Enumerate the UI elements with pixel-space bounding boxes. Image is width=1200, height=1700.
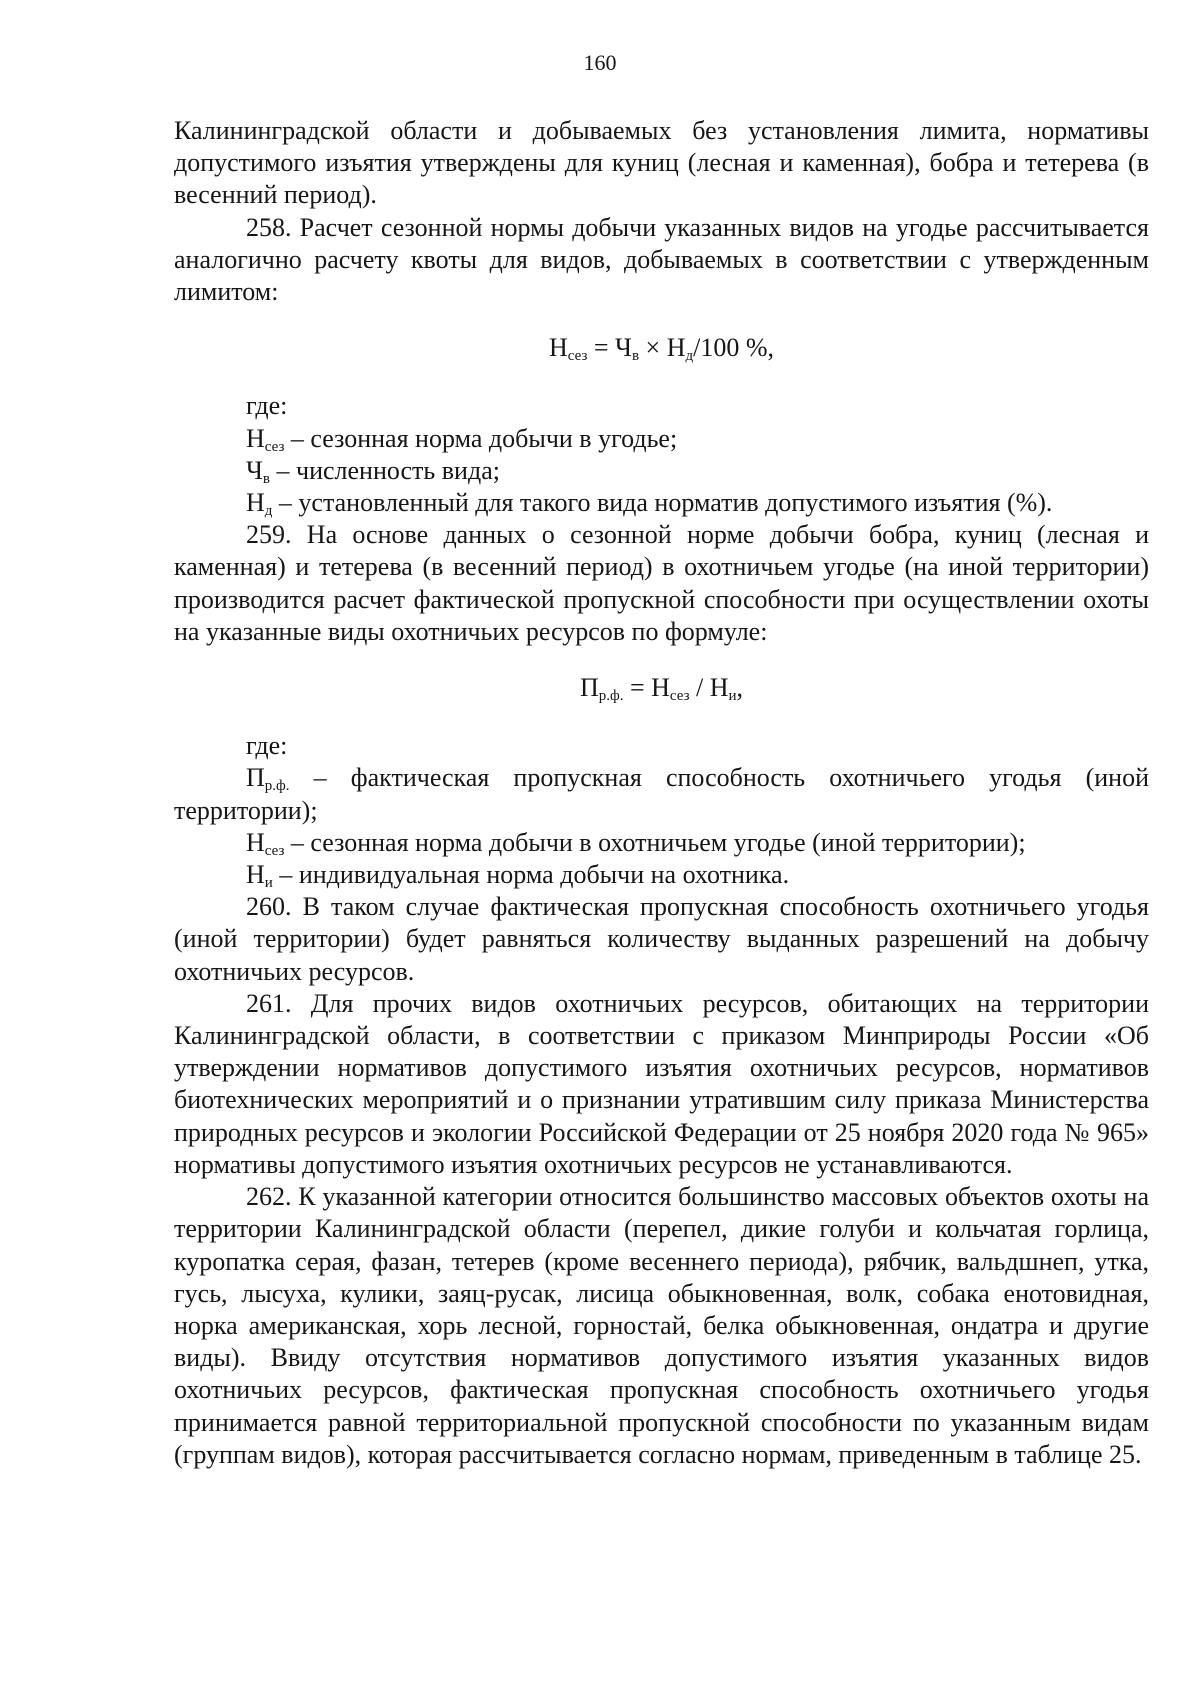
where-label: где: (246, 731, 288, 761)
paragraph-261: 261. Для прочих видов охотничьих ресурсов, обитающих на территории Калининградской области, в соответствии с приказом Минприроды России «Об утверждении нормативов допустимого изъятия охотничьих ресурсов, нормативов биотехнических мероприятий и о признании утратившим силу приказа Министерства природных ресурсов и экологии Российской Федерации от 25 ноября 2020 года № 965» нормативы допустимого изъятия охотничьих ресурсов не устанавливаются. (174, 988, 1149, 1179)
definition-nd: $Н_д$ – установленный для такого вида норматив допустимого изъятия (%). (246, 488, 1053, 520)
definition-prf: $П_{р.ф.}$ – фактическая пропускная способность охотничьего угодья (иной территории); (174, 763, 1149, 825)
formula-seasonal-norm: $Н_{сез} = Ч_в \times Н_д/100$ %, (548, 333, 775, 365)
definition-nsez-2: $Н_{сез}$ – сезонная норма добычи в охотничьем угодье (иной территории); (246, 827, 1026, 859)
where-label: где: (246, 391, 288, 421)
paragraph-258: 258. Расчет сезонной нормы добычи указанных видов на угодье рассчитывается аналогично расчету квоты для видов, добываемых в соответствии с утвержденным лимитом: (174, 212, 1149, 307)
definition-ni: $Н_и$ – индивидуальная норма добычи на охотника. (246, 860, 790, 892)
document-body (174, 115, 1149, 1471)
paragraph-260: 260. В таком случае фактическая пропускная способность охотничьего угодья (иной территории) будет равняться количеству выданных разрешений на добычу охотничьих ресурсов. (174, 892, 1149, 986)
paragraph-262: 262. К указанной категории относится большинство массовых объектов охоты на территории Калининградской области (перепел, дикие голуби и кольчатая горлица, куропатка серая, фазан, тетерев (кроме весеннего периода), рябчик, вальдшнеп, утка, гусь, лысуха, кулики, заяц-русак, лисица обыкновенная, волк, собака енотовидная, норка американская, хорь лесной, горностай, белка обыкновенная, ондатра и другие виды). Ввиду отсутствия нормативов допустимого изъятия указанных видов охотничьих ресурсов, фактическая пропускная способность охотничьего угодья принимается равной территориальной пропускной способности по указанным видам (группам видов), которая рассчитывается согласно нормам, приведенным в таблице 25. (174, 1182, 1149, 1469)
definition-chv: $Ч_в$ – численность вида; (246, 455, 500, 487)
paragraph-259: 259. На основе данных о сезонной норме добычи бобра, куниц (лесная и каменная) и тетерева (в весенний период) в охотничьем угодье (на иной территории) производится расчет фактической пропускной способности при осуществлении охоты на указанные виды охотничьих ресурсов по формуле: (174, 520, 1149, 646)
paragraph-continuation: Калининградской области и добываемых без установления лимита, нормативы допустимого изъятия утверждены для куниц (лесная и каменная), бобра и тетерева (в весенний период). (174, 116, 1149, 210)
definition-nsez: $Н_{сез}$ – сезонная норма добычи в угодье; (246, 423, 678, 455)
formula-actual-capacity: $П_{р.ф.} = Н_{сез} / Н_и$, (579, 673, 744, 705)
page-number: 160 (583, 50, 617, 75)
